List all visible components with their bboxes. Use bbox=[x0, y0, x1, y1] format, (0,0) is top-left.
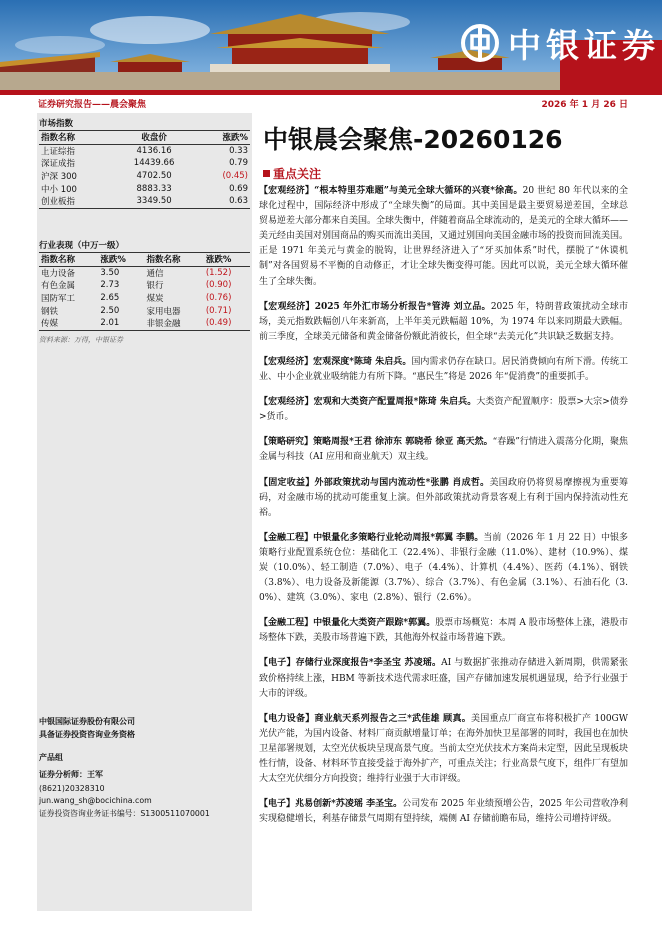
change-pct: 0.33 bbox=[229, 145, 248, 156]
industry-name: 通信 bbox=[146, 268, 164, 279]
col-header: 收盘价 bbox=[113, 131, 195, 145]
news-item bbox=[259, 355, 628, 385]
sidebar bbox=[37, 113, 252, 911]
industry-heading: 行业表现（中万一级） bbox=[39, 241, 125, 251]
news-item-head: 【宏观经济】宏观和大类资产配置周报*陈琦 朱启兵。 bbox=[259, 397, 477, 408]
table-row bbox=[39, 195, 250, 208]
section-heading bbox=[263, 165, 321, 182]
change-pct: 0.79 bbox=[229, 158, 248, 169]
page-title: 中银晨会聚焦-20260126 bbox=[263, 125, 563, 154]
news-item-head: 【宏观经济】宏观深度*陈琦 朱启兵。 bbox=[259, 356, 412, 367]
col-header: 涨跌% bbox=[98, 253, 144, 267]
change-pct: (0.49) bbox=[204, 317, 250, 330]
table-row bbox=[39, 292, 250, 305]
change-pct: (0.90) bbox=[205, 280, 232, 291]
table-row bbox=[39, 266, 250, 279]
change-pct: (0.71) bbox=[205, 305, 232, 316]
change-pct: (0.45) bbox=[222, 171, 248, 182]
news-item-body: 2025 年，特朗普政策扰动全球市场，美元指数跌幅创八年来新高，上半年美元跌幅超 10%，为 1974 年以来同期最大跌幅。前三季度，全球美元储备和黄金储备份额此消彼长，但全球“去美元化”共识缺乏数据支持。 bbox=[259, 301, 628, 342]
firm-name: 中银国际证券股份有限公司 bbox=[39, 717, 135, 726]
news-item-body: 股票市场概览：本周 A 股市场整体上涨，港股市场整体下跌，美股市场普遍下跌，其他海外权益市场普遍下跌。 bbox=[259, 618, 628, 644]
news-item-head: 【策略研究】策略周报*王君 徐沛东 郭晓希 徐亚 高天然。 bbox=[259, 437, 493, 448]
news-item-body: 公司发布 2025 年业绩预增公告，2025 年公司营收净利实现稳健增长，利基存储景气周期有望持续，端侧 AI 存储前瞻布局，维持公司增持评级。 bbox=[259, 799, 628, 825]
news-item bbox=[259, 435, 628, 465]
analyst-email[interactable]: jun.wang_sh@bocichina.com bbox=[39, 796, 152, 805]
news-item-head: 【宏观经济】“根本特里芬难题”与美元全球大循环的兴衰*徐高。 bbox=[259, 186, 523, 196]
industry-name: 银行 bbox=[146, 281, 164, 292]
news-item-body: “春躁”行情进入震荡分化期，聚焦金属与科技（AI 应用和商业航天）双主线。 bbox=[259, 437, 628, 463]
news-item-head: 【金融工程】中银量化多策略行业轮动周报*郭翼 李鹏。 bbox=[259, 532, 484, 543]
news-item-body: 美国政府仍将贸易摩擦视为重要筹码，对金融市场的扰动可能重复上演。但外部政策扰动背景客观上有利于国内保持流动性充裕。 bbox=[259, 477, 628, 518]
table-row bbox=[39, 182, 250, 195]
news-item-head: 【电子】存储行业深度报告*李圣宝 苏凌瑶。 bbox=[259, 658, 442, 669]
index-name: 深证成指 bbox=[41, 159, 76, 170]
close-price: 8883.33 bbox=[136, 183, 172, 194]
report-type: 证券研究报告——晨会聚焦 bbox=[38, 100, 147, 110]
analyst-name: 证券分析师：王军 bbox=[39, 770, 103, 779]
change-pct: 3.50 bbox=[100, 267, 120, 278]
close-price: 4136.16 bbox=[136, 145, 172, 156]
industry-name: 钢铁 bbox=[41, 306, 59, 317]
industry-name: 非银金融 bbox=[144, 317, 203, 330]
news-item bbox=[259, 712, 628, 787]
industry-name: 电力设备 bbox=[41, 268, 76, 279]
change-pct: 2.73 bbox=[100, 280, 120, 291]
news-item-body: 20 世纪 80 年代以来的全球化过程中，国际经济中形成了“全球失衡”的局面。其中美国是最主要贸易逆差国，全球总贸易逆差大部分都来自美国。全球失衡中，伴随着商品全球流动的，是美元的全球大循环——美元经由美国对别国商品的购买而流出美国，又通过别国向美国金融市场的投资而回流美国。正是 1971 年美元与黄金的脱钩，让世界经济进入了“牙买加体系”时代，摆脱了“休谟机制”对各国贸易不平衡的自动修正，才让全球失衡变得可能。因此可以说，美元全球大循环催生了全球失衡。 bbox=[259, 186, 629, 287]
news-item-body: 美国重点厂商宣布将积极扩产 100GW 光伏产能，为国内设备、材料厂商贡献增量订单；在海外加快卫星部署的同时，我国也在加快卫星部署规划，太空光伏板块呈现高景气度。当前太空光伏技术方案尚未定型，因此呈现板块性行情，设备、材料环节直接受益于海外扩产，可重点关注；行业高景气度下，组件厂有望加大太空光伏细分方向投资；维持行业强于大市评级。 bbox=[259, 713, 629, 785]
data-source-note: 资料来源：万得，中银证券 bbox=[39, 336, 123, 344]
table-header-row bbox=[39, 253, 250, 267]
news-item-head: 【金融工程】中银量化大类资产跟踪*郭翼。 bbox=[259, 618, 436, 629]
market-index-heading: 市场指数 bbox=[39, 119, 74, 129]
change-pct: 2.01 bbox=[98, 317, 144, 330]
bullet-square-icon bbox=[263, 170, 270, 177]
news-item bbox=[259, 616, 628, 646]
news-item bbox=[259, 797, 628, 827]
index-name: 创业板指 bbox=[39, 195, 113, 208]
table-row bbox=[39, 170, 250, 183]
industry-name: 煤炭 bbox=[146, 294, 164, 305]
brand-logo bbox=[444, 0, 662, 86]
report-subheader bbox=[38, 97, 628, 109]
news-item-head: 【固定收益】外部政策扰动与国内流动性*张鹏 肖成哲。 bbox=[259, 477, 490, 488]
news-item-body: AI 与数据扩张推动存储进入新周期，供需紧张致价格持续上涨，HBM 等新技术迭代需求旺盛，国产存储加速发展机遇显现，给予行业强于大市的评级。 bbox=[259, 658, 629, 699]
change-pct: 2.65 bbox=[100, 293, 120, 304]
news-item bbox=[259, 531, 628, 606]
industry-table bbox=[39, 252, 250, 331]
table-row bbox=[39, 279, 250, 292]
col-header: 涨跌% bbox=[195, 131, 250, 145]
col-header: 涨跌% bbox=[204, 253, 250, 267]
col-header: 指数名称 bbox=[144, 253, 203, 267]
close-price: 14439.66 bbox=[133, 158, 175, 169]
news-item-head: 【宏观经济】2025 年外汇市场分析报告*管涛 刘立品。 bbox=[259, 301, 491, 312]
market-index-table bbox=[39, 130, 250, 209]
product-group: 产品组 bbox=[39, 753, 63, 762]
news-item-head: 【电子】兆易创新*苏凌瑶 李圣宝。 bbox=[259, 799, 403, 810]
change-pct: (0.76) bbox=[205, 293, 232, 304]
firm-qualification: 具备证券投资咨询业务资格 bbox=[39, 730, 135, 739]
change-pct: 2.50 bbox=[100, 305, 120, 316]
change-pct: 0.63 bbox=[195, 195, 250, 208]
close-price: 4702.50 bbox=[136, 171, 172, 182]
table-row bbox=[39, 157, 250, 170]
header-divider bbox=[0, 90, 662, 95]
report-date: 2026 年 1 月 26 日 bbox=[541, 100, 628, 110]
col-header: 指数名称 bbox=[39, 253, 98, 267]
section-heading-text: 重点关注 bbox=[273, 167, 322, 181]
bank-of-china-logo-icon bbox=[460, 23, 500, 63]
news-item-body: 当前（2026 年 1 月 22 日）中银多策略行业配置系统仓位：基础化工（22.4%）、非银行金融（11.0%）、建材（10.9%）、煤炭（10.0%）、轻工制造（7.0%）、电子（4.4%）、计算机（4.4%）、医药（4.1%）、钢铁（3.8%）、电力设备及新能源（3.7%）、综合（3.7%）、有色金属（3.1%）、石油石化（3.0%）、建筑（3.0%）、家电（2.8%）、银行（2.6%）。 bbox=[259, 532, 628, 604]
news-item bbox=[259, 395, 628, 425]
change-pct: 0.69 bbox=[229, 183, 248, 194]
main-content bbox=[259, 184, 628, 837]
index-name: 中小 100 bbox=[41, 184, 77, 195]
analyst-license: 证券投资咨询业务证书编号：S1300511070001 bbox=[39, 809, 210, 818]
industry-name: 国防军工 bbox=[41, 294, 76, 305]
change-pct: (1.52) bbox=[205, 267, 232, 278]
close-price: 3349.50 bbox=[113, 195, 195, 208]
brand-name: 中银证券 bbox=[508, 25, 660, 65]
header-banner bbox=[0, 0, 662, 90]
index-name: 沪深 300 bbox=[41, 172, 77, 183]
table-header-row bbox=[39, 131, 250, 145]
industry-name: 传媒 bbox=[39, 317, 98, 330]
news-item-body: 国内需求仍存在缺口。居民消费倾向有所下滑。传统工业、中小企业就业吸纳能力有所下降。“惠民生”将是 2026 年“促消费”的重要抓手。 bbox=[259, 356, 628, 383]
table-row bbox=[39, 144, 250, 157]
analyst-phone: (8621)20328310 bbox=[39, 784, 105, 793]
col-header: 指数名称 bbox=[39, 131, 113, 145]
industry-name: 有色金属 bbox=[41, 281, 76, 292]
industry-name: 家用电器 bbox=[146, 306, 181, 317]
table-row bbox=[39, 317, 250, 330]
table-row bbox=[39, 304, 250, 317]
news-item bbox=[259, 476, 628, 521]
news-item bbox=[259, 184, 628, 290]
news-item-head: 【电力设备】商业航天系列报告之三*武佳雄 顾真。 bbox=[259, 713, 471, 724]
news-item-body: 大类资产配置顺序：股票>大宗>债券>货币。 bbox=[259, 397, 628, 423]
news-item bbox=[259, 656, 628, 701]
news-item bbox=[259, 300, 628, 345]
index-name: 上证综指 bbox=[41, 146, 76, 157]
